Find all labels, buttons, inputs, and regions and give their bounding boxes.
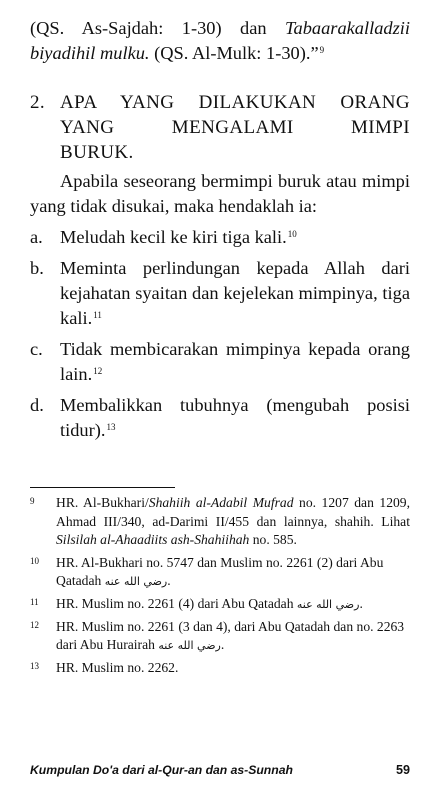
list-item [30, 225, 410, 250]
footnote-13 [30, 659, 410, 678]
footnote-number: 11 [30, 596, 39, 607]
footnote-9 [30, 494, 410, 550]
list-letter: b. [30, 258, 44, 278]
list-text: Tidak membicarakan mimpinya kepada orang lain. [60, 339, 410, 384]
footnote-text: no. 1207 dan 1209, Ahmad III/340, ad-Darimi II/455 dan lainnya, shahih. Lihat [56, 495, 411, 529]
footnote-text: . [167, 573, 171, 589]
footnote-text: HR. Muslim no. 2261 (4) dari Abu Qatadah [56, 595, 297, 611]
page-footer [30, 763, 410, 777]
list-text: Meludah kecil ke kiri tiga kali. [60, 227, 287, 247]
footnote-text: HR. Al-Bukhari no. 5747 dan Muslim no. 2261 (2) dari Abu Qatadah [56, 554, 384, 589]
footnote-number: 10 [30, 555, 39, 566]
footnote-number: 9 [30, 496, 35, 506]
intro-italic-b: biyadihil mulku. [30, 43, 150, 63]
list-item [30, 337, 410, 387]
footnote-11 [30, 595, 410, 615]
action-list [30, 225, 410, 443]
footnote-12 [30, 618, 410, 656]
honorific-glyph: رضي الله عنه [296, 597, 360, 611]
footnote-text: HR. Al-Bukhari/ [56, 495, 149, 510]
list-text: Membalikkan tubuhnya (mengubah posisi tidur). [60, 395, 410, 440]
list-item [30, 256, 410, 331]
footnote-italic: Silsilah al-Ahaadiits ash-Shahiihah [56, 532, 250, 548]
footnote-text: HR. Muslim no. 2261 (3 dan 4), dari Abu Qatadah dan no. 2263 dari Abu Hurairah [56, 618, 405, 653]
footnote-number: 13 [30, 660, 39, 671]
list-text: Meminta perlindungan kepada Allah dari kejahatan syaitan dan kejelekan mimpinya, tiga kali. [60, 258, 410, 328]
footnote-italic: Shahiih al-Adabil Mufrad [148, 495, 294, 510]
footnote-10 [30, 554, 410, 592]
footnote-text: no. 585. [249, 532, 297, 548]
footnote-text: . [220, 637, 225, 653]
section-paragraph: Apabila seseorang bermimpi buruk atau mimpi yang tidak disukai, maka hendaklah ia: [30, 171, 410, 216]
book-title: Kumpulan Do'a dari al-Qur-an dan as-Sunnah [30, 763, 293, 777]
footnote-ref-13[interactable]: 13 [106, 422, 116, 432]
honorific-glyph: رضي الله عنه [104, 575, 168, 589]
heading-line-2: YANG MENGALAMI MIMPI [60, 117, 410, 138]
list-letter: a. [30, 227, 43, 247]
section-number: 2. [30, 92, 46, 113]
intro-text-a: (QS. As-Sajdah: 1-30) dan [30, 18, 285, 38]
footnote-text: . [359, 595, 363, 611]
footnote-ref-9[interactable]: 9 [319, 45, 325, 55]
list-letter: c. [30, 339, 43, 359]
list-letter: d. [30, 395, 44, 415]
intro-line-1 [30, 16, 410, 41]
footnote-ref-11[interactable]: 11 [93, 310, 102, 320]
section-heading [30, 90, 410, 165]
footnote-number: 12 [30, 619, 39, 630]
intro-italic-a: Tabaarakalladzii [284, 18, 410, 38]
page-number: 59 [395, 763, 410, 777]
footnote-text: HR. Muslim no. 2262. [56, 659, 179, 675]
honorific-glyph: رضي الله عنه [158, 639, 221, 653]
footnote-ref-10[interactable]: 10 [287, 229, 297, 239]
footnote-ref-12[interactable]: 12 [93, 366, 103, 376]
page-content [30, 16, 410, 677]
intro-line-2 [30, 41, 410, 66]
intro-text-b: (QS. Al-Mulk: 1-30).” [149, 43, 319, 63]
list-item [30, 393, 410, 443]
heading-line-1: APA YANG DILAKUKAN ORANG [60, 92, 410, 113]
heading-line-3: BURUK. [60, 142, 134, 163]
